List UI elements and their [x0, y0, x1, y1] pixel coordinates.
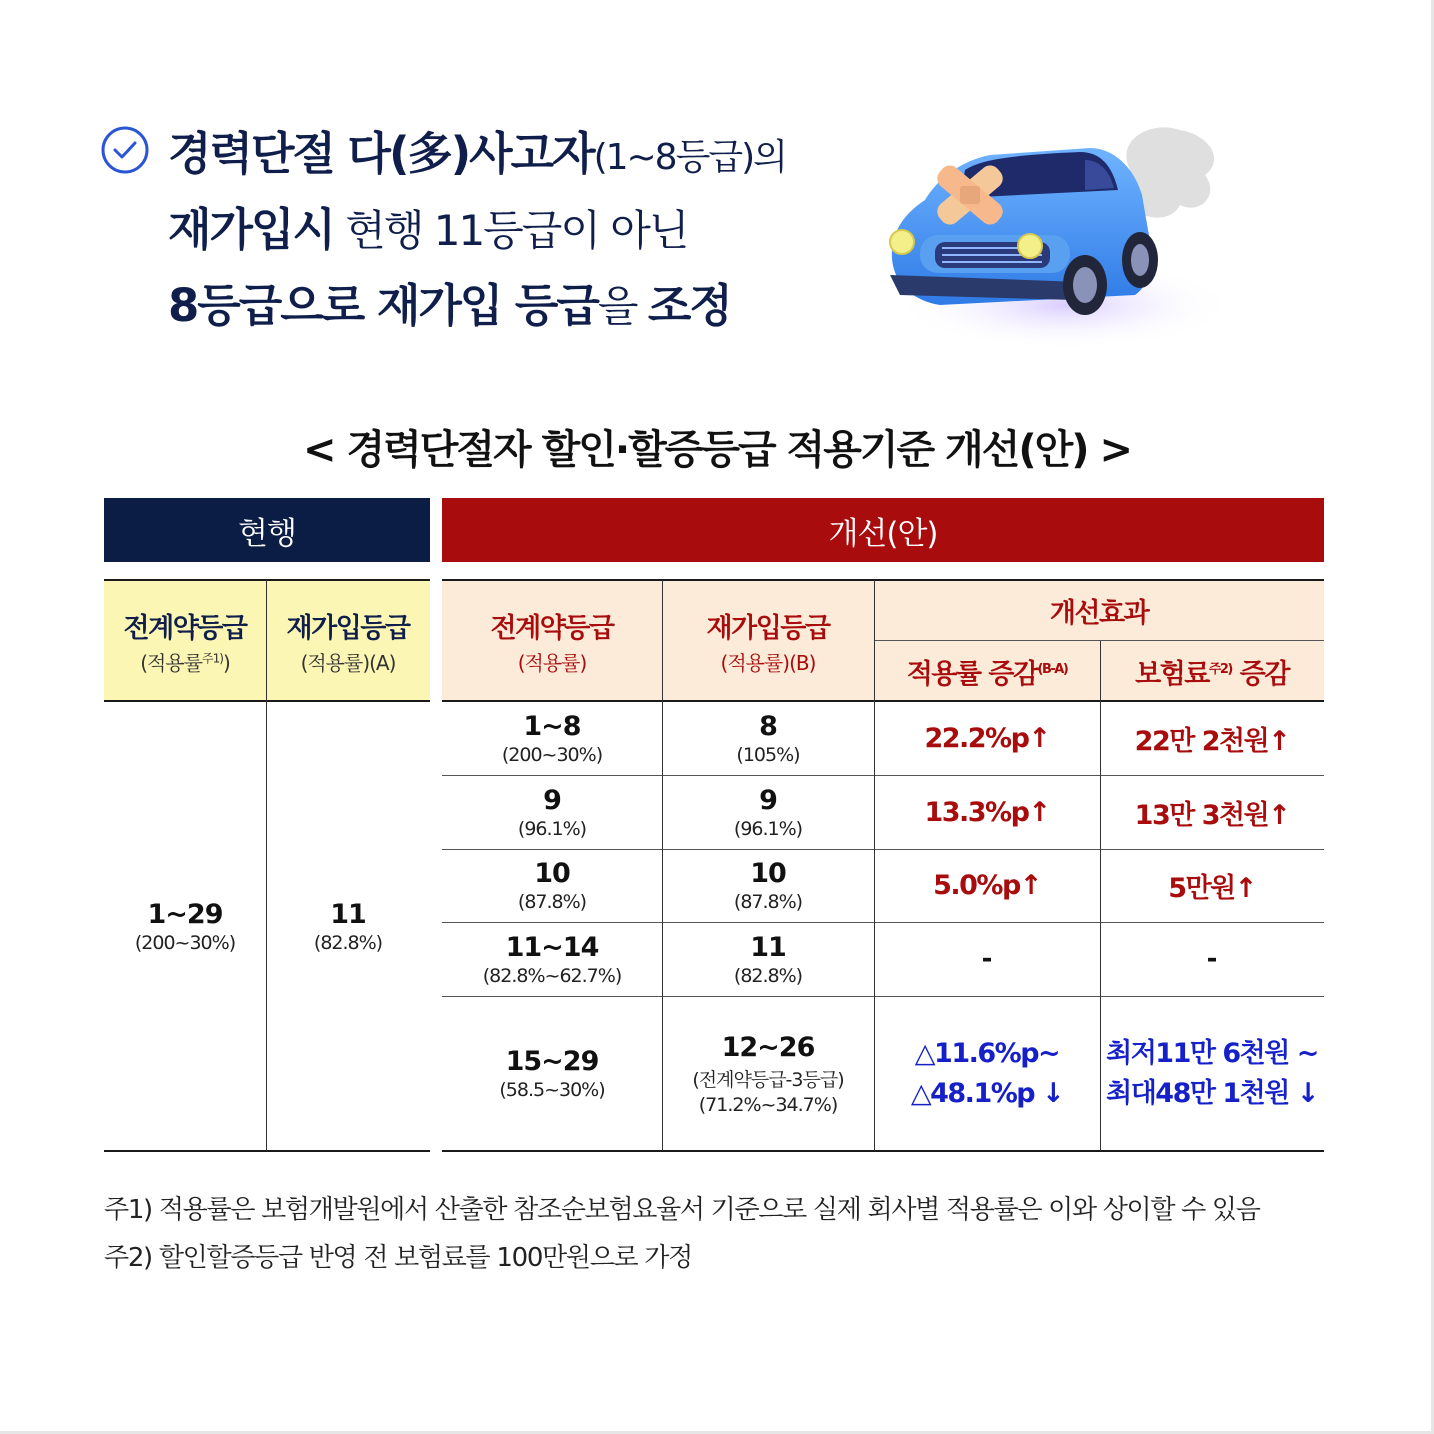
rate-value: (105%)	[736, 743, 800, 766]
col-header-cur-prev-grade	[104, 580, 266, 701]
table-row-premium-change	[1100, 996, 1324, 1151]
premium-change-value: 최대48만 1천원 ↓	[1106, 1077, 1318, 1109]
rate-change-value: 22.2%p↑	[924, 722, 1050, 754]
grade-value: 9	[543, 784, 561, 816]
table-row-prev-grade	[442, 996, 662, 1151]
grade-value: 8	[759, 710, 777, 742]
headline-bold: 재가입시	[168, 203, 334, 256]
grade-value: 10	[750, 858, 786, 889]
table-title: < 경력단절자 할인·할증등급 적용기준 개선(안) >	[303, 427, 1131, 473]
grade-value: 1~8	[523, 710, 581, 742]
rate-value: (58.5~30%)	[499, 1079, 605, 1101]
headline-line-3	[168, 270, 888, 346]
table-rule	[104, 700, 430, 702]
col-header-sub	[140, 647, 230, 676]
table-row-prev-grade	[442, 775, 662, 849]
table-rule	[442, 579, 1324, 581]
grade-value: 12~26	[721, 1031, 815, 1063]
table-row-rate-change	[874, 849, 1100, 922]
cur-prev-grade-cell	[104, 701, 266, 1151]
damaged-car-illustration	[880, 110, 1230, 350]
footnote-2: 주2) 할인할증등급 반영 전 보험료를 100만원으로 가정	[104, 1243, 692, 1273]
table-rule	[442, 996, 1324, 997]
col-header-cur-rejoin-grade	[266, 580, 430, 701]
headline-text: 을	[597, 282, 648, 331]
col-header-title-text: 보험료	[1135, 658, 1209, 690]
col-header-rate-change	[874, 641, 1100, 701]
table-divider	[266, 580, 267, 1151]
headline-grade-range: (1~8등급)의	[593, 137, 786, 178]
col-header-title: 재가입등급	[286, 612, 410, 644]
rate-change-value: 5.0%p↑	[933, 870, 1041, 901]
grade-value: 15~29	[505, 1046, 599, 1077]
col-header-sub: (적용률)(A)	[300, 650, 396, 675]
table-row-rejoin-grade	[662, 996, 874, 1151]
check-circle-icon	[100, 125, 150, 175]
table-row-prev-grade	[442, 849, 662, 922]
rate-value: (71.2%~34.7%)	[698, 1093, 838, 1116]
table-rule	[442, 849, 1324, 850]
rate-value: (200~30%)	[501, 743, 603, 766]
grade-value: 1~29	[147, 898, 223, 930]
headline-text: 현행 11등급이 아닌	[333, 206, 688, 255]
col-header-title: 전계약등급	[123, 612, 247, 644]
col-header-sub: (적용률)	[517, 650, 587, 675]
grade-value: 10	[534, 858, 570, 889]
col-header-title-text: 증감	[1231, 658, 1289, 690]
col-header-title-text: 적용률 증감	[906, 658, 1038, 690]
table-row-rate-change	[874, 775, 1100, 849]
rate-change-value: △11.6%p~	[914, 1037, 1060, 1069]
table-rule	[874, 640, 1324, 641]
footnote-marker: 주2)	[1208, 661, 1232, 677]
group-header-current: 현행	[104, 498, 430, 562]
rate-value: (82.8%)	[313, 931, 383, 954]
rate-value: (96.1%)	[517, 817, 587, 840]
grade-value: 11	[750, 931, 786, 963]
table-row-rejoin-grade	[662, 701, 874, 775]
table-row-rate-change	[874, 701, 1100, 775]
premium-change-value: 13만 3천원↑	[1134, 799, 1290, 831]
footnote-marker: 주1)	[202, 650, 223, 665]
premium-change-value: 최저11만 6천원 ~	[1106, 1037, 1318, 1069]
cur-rejoin-grade-cell	[266, 701, 430, 1151]
col-header-imp-prev-grade	[442, 580, 662, 701]
headline-bold: 8등급으로 재가입 등급	[168, 279, 598, 332]
col-header-sub: (적용률)(B)	[720, 650, 816, 675]
col-header-sub-text: (적용률	[140, 650, 203, 675]
rate-value: (87.8%)	[733, 891, 803, 913]
rate-change-value: △48.1%p ↓	[910, 1077, 1064, 1109]
col-header-imp-rejoin-grade	[662, 580, 874, 701]
grade-value: 11~14	[505, 931, 599, 963]
formula-marker: (B-A)	[1037, 661, 1068, 677]
premium-change-value: -	[1206, 944, 1218, 974]
table-row-premium-change	[1100, 775, 1324, 849]
table-rule	[442, 775, 1324, 776]
headline-line-2	[168, 194, 888, 270]
table-divider	[662, 580, 663, 1151]
table-row-rejoin-grade	[662, 775, 874, 849]
col-header-premium-change	[1100, 641, 1324, 701]
premium-change-value: 5만원↑	[1168, 873, 1256, 904]
table-divider	[1100, 641, 1101, 1151]
rate-value: (87.8%)	[517, 891, 587, 913]
col-header-title	[907, 652, 1068, 691]
table-rule	[442, 1150, 1324, 1152]
headline-line-1	[168, 118, 888, 194]
footnotes	[104, 1186, 1344, 1282]
col-header-effect	[874, 580, 1324, 641]
grade-value: 9	[759, 784, 777, 816]
rate-change-value: -	[981, 944, 993, 974]
rate-change-value: 13.3%p↑	[924, 796, 1050, 828]
col-header-title: 개선효과	[1049, 598, 1149, 629]
grade-value: 11	[330, 898, 366, 930]
col-header-title: 전계약등급	[490, 612, 614, 644]
table-row-rate-change	[874, 996, 1100, 1151]
table-row-prev-grade	[442, 922, 662, 996]
table-rule	[104, 579, 430, 581]
table-rule	[442, 922, 1324, 923]
headline-bold: 조정	[647, 279, 731, 332]
group-header-improved: 개선(안)	[442, 498, 1324, 562]
rejoin-rule-note: (전계약등급-3등급)	[692, 1068, 844, 1091]
table-row-prev-grade	[442, 701, 662, 775]
table-row-rejoin-grade	[662, 849, 874, 922]
table-rule	[442, 700, 1324, 702]
rate-value: (96.1%)	[733, 817, 803, 840]
rate-value: (82.8%)	[733, 964, 803, 987]
col-header-sub-end: )	[222, 650, 230, 675]
table-row-rejoin-grade	[662, 922, 874, 996]
headline	[168, 118, 888, 346]
premium-change-value: 22만 2천원↑	[1134, 725, 1290, 757]
table-divider	[874, 580, 875, 1151]
headline-bold: 경력단절 다(多)사고자	[168, 127, 594, 180]
table-row-premium-change	[1100, 849, 1324, 922]
footnote-1: 주1) 적용률은 보험개발원에서 산출한 참조순보험요율서 기준으로 실제 회사별 적용률은 이와 상이할 수 있음	[104, 1195, 1260, 1225]
table-row-rate-change	[874, 922, 1100, 996]
col-header-title	[1135, 652, 1289, 691]
col-header-title: 재가입등급	[706, 612, 830, 644]
rate-value: (82.8%~62.7%)	[482, 964, 622, 987]
table-row-premium-change	[1100, 701, 1324, 775]
table-rule	[104, 1150, 430, 1152]
rate-value: (200~30%)	[134, 931, 236, 954]
table-row-premium-change	[1100, 922, 1324, 996]
